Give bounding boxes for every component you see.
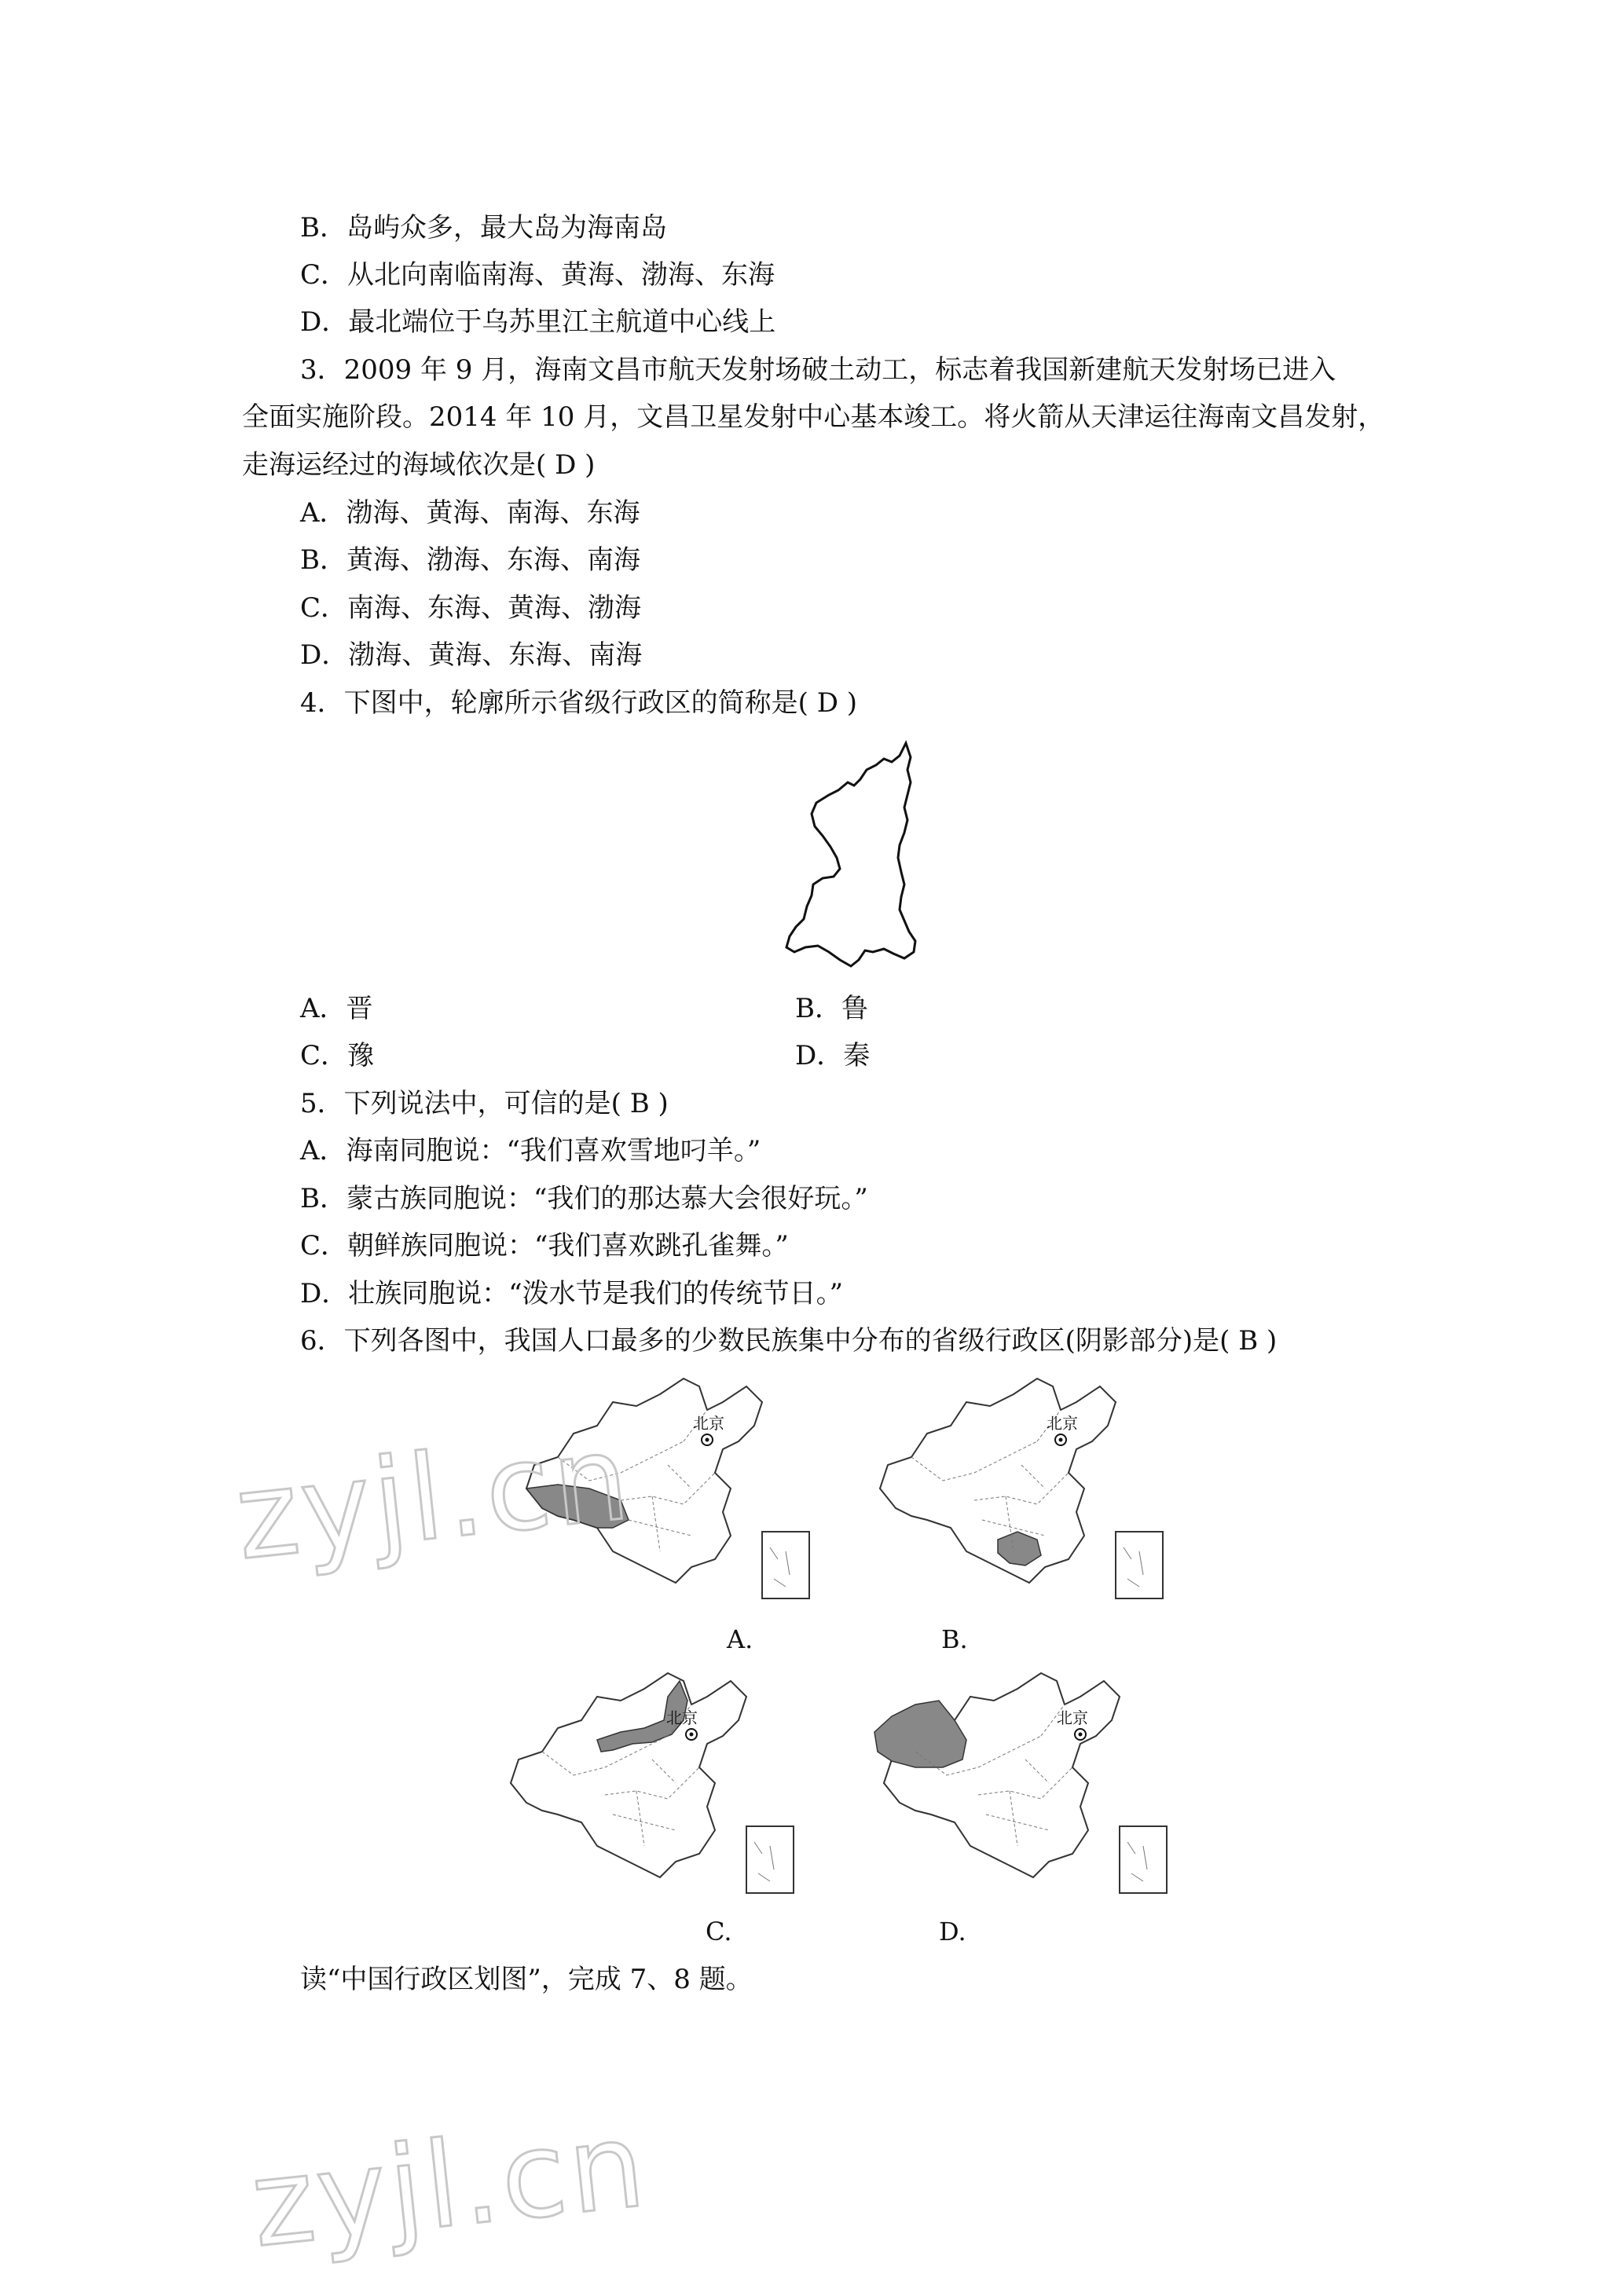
q5-option-b: B．蒙古族同胞说：“我们的那达慕大会很好玩。” bbox=[300, 1183, 868, 1214]
south-china-sea-inset bbox=[762, 1532, 809, 1598]
q2-option-c: C．从北向南临南海、黄海、渤海、东海 bbox=[300, 259, 775, 291]
province-outline-figure bbox=[766, 738, 939, 974]
q5-stem: 5．下列说法中，可信的是( B ) bbox=[300, 1088, 669, 1119]
map-d bbox=[868, 1665, 1182, 1901]
south-china-sea-inset bbox=[1120, 1826, 1167, 1893]
q3-stem-line-2: 全面实施阶段。2014 年 10 月，文昌卫星发射中心基本竣工。将火箭从天津运往海南文昌发射， bbox=[242, 401, 1385, 433]
q5-option-d: D．壮族同胞说：“泼水节是我们的传统节日。” bbox=[300, 1278, 844, 1309]
beijing-label: 北京 bbox=[1057, 1708, 1088, 1727]
q4-option-d: D．秦 bbox=[795, 1040, 871, 1071]
watermark-bottom: zyjl.cn bbox=[245, 2096, 654, 2274]
instruction-text: 读“中国行政区划图”，完成 7、8 题。 bbox=[300, 1964, 753, 1995]
q3-option-b: B．黄海、渤海、东海、南海 bbox=[300, 544, 640, 576]
map-c-caption: C. bbox=[706, 1917, 732, 1946]
shaded-region bbox=[874, 1701, 966, 1767]
q2-option-b: B．岛屿众多，最大岛为海南岛 bbox=[300, 212, 667, 244]
q2-option-d: D．最北端位于乌苏里江主航道中心线上 bbox=[300, 306, 776, 338]
south-china-sea-inset bbox=[746, 1826, 794, 1893]
q3-option-a: A．渤海、黄海、南海、东海 bbox=[300, 497, 640, 529]
watermark-top: zyjl.cn bbox=[229, 1409, 638, 1587]
china-outline bbox=[511, 1673, 746, 1877]
q6-stem: 6．下列各图中，我国人口最多的少数民族集中分布的省级行政区(阴影部分)是( B ) bbox=[300, 1325, 1278, 1357]
q4-stem: 4．下图中，轮廓所示省级行政区的简称是( D ) bbox=[300, 687, 858, 719]
map-a-caption: A. bbox=[727, 1624, 753, 1654]
map-d-caption: D. bbox=[939, 1917, 966, 1946]
map-b bbox=[864, 1371, 1179, 1606]
q3-option-c: C．南海、东海、黄海、渤海 bbox=[300, 592, 642, 624]
beijing-label: 北京 bbox=[1047, 1414, 1078, 1433]
q3-option-d: D．渤海、黄海、东海、南海 bbox=[300, 639, 643, 671]
q4-option-c: C．豫 bbox=[300, 1040, 375, 1071]
q5-option-c: C．朝鲜族同胞说：“我们喜欢跳孔雀舞。” bbox=[300, 1230, 789, 1262]
map-c bbox=[495, 1665, 809, 1901]
q5-option-a: A．海南同胞说：“我们喜欢雪地叼羊。” bbox=[300, 1135, 761, 1166]
q3-stem-line-3: 走海运经过的海域依次是( D ) bbox=[242, 449, 596, 481]
q4-option-b: B．鲁 bbox=[795, 993, 868, 1024]
beijing-label: 北京 bbox=[666, 1708, 698, 1727]
q4-option-a: A．晋 bbox=[300, 993, 373, 1024]
south-china-sea-inset bbox=[1116, 1532, 1163, 1598]
q3-stem-line-1: 3．2009 年 9 月，海南文昌市航天发射场破土动工，标志着我国新建航天发射场已进入 bbox=[300, 354, 1336, 386]
beijing-label: 北京 bbox=[693, 1414, 724, 1433]
shaanxi-outline bbox=[786, 743, 915, 966]
map-b-caption: B. bbox=[941, 1624, 968, 1654]
